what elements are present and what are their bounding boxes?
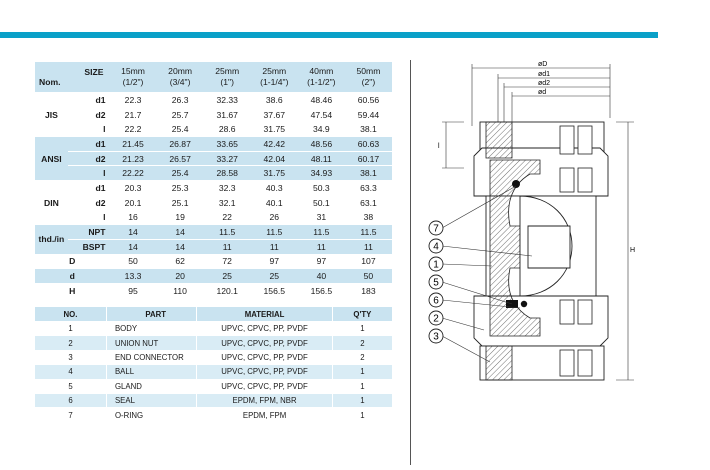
gland-seal: [521, 301, 527, 307]
size-column-header: [345, 62, 392, 93]
spec-value: 34.9: [298, 122, 345, 137]
parts-cell: BALL: [106, 365, 196, 379]
spec-value: 34.93: [298, 166, 345, 181]
spec-value: 40.3: [251, 181, 298, 196]
spec-row: [35, 107, 392, 122]
parts-cell: 7: [35, 408, 106, 422]
spec-row: [35, 93, 392, 108]
dimension-label: d: [35, 269, 110, 284]
spec-value: 59.44: [345, 107, 392, 122]
size-inch: (1-1/2"): [307, 77, 336, 87]
parts-column-header: NO.: [35, 307, 106, 322]
spec-value: 72: [204, 254, 251, 269]
spec-value: 25: [204, 269, 251, 284]
standard-label: ANSI: [35, 137, 68, 181]
size-mm: 50mm: [356, 66, 381, 76]
size-column-header: [251, 62, 298, 93]
spec-row: [35, 181, 392, 196]
spec-value: 11: [298, 239, 345, 254]
valve-cross-section-drawing: [420, 56, 710, 466]
spec-value: 19: [157, 210, 204, 225]
parts-cell: 1: [332, 322, 392, 336]
spec-value: 31.67: [204, 107, 251, 122]
spec-value: 14: [157, 239, 204, 254]
spec-value: 97: [251, 254, 298, 269]
spec-value: 28.58: [204, 166, 251, 181]
size-mm: 15mm: [121, 66, 145, 76]
spec-value: 38.1: [345, 122, 392, 137]
standard-label: DIN: [35, 181, 68, 225]
parts-column-header: Q'TY: [332, 307, 392, 322]
spec-corner-cell: [35, 62, 110, 93]
dimension-label: d1: [68, 181, 110, 196]
spec-value: 47.54: [298, 107, 345, 122]
spec-value: 26.87: [157, 137, 204, 152]
parts-cell: 1: [332, 393, 392, 407]
spec-value: 42.04: [251, 151, 298, 166]
spec-value: 32.3: [204, 181, 251, 196]
dimension-label: d1: [68, 93, 110, 108]
parts-cell: O-RING: [106, 408, 196, 422]
callout-number: 3: [433, 331, 439, 343]
parts-cell: EPDM, FPM: [197, 408, 332, 422]
spec-value: 22.22: [110, 166, 157, 181]
dim-label-d: ød: [538, 89, 547, 96]
size-mm: 40mm: [309, 66, 334, 76]
dimension-label: NPT: [68, 225, 110, 240]
parts-row: [35, 379, 392, 393]
parts-cell: 2: [332, 336, 392, 350]
size-column-header: [110, 62, 157, 93]
spec-value: 97: [298, 254, 345, 269]
spec-row: [35, 166, 392, 181]
size-inch: (1"): [220, 77, 234, 87]
size-mm: 20mm: [168, 66, 193, 76]
parts-row: [35, 336, 392, 350]
parts-cell: GLAND: [106, 379, 196, 393]
spec-value: 48.46: [298, 93, 345, 108]
spec-value: 40.1: [251, 195, 298, 210]
spec-value: 63.3: [345, 181, 392, 196]
parts-cell: 3: [35, 350, 106, 364]
spec-value: 156.5: [298, 283, 345, 298]
spec-value: 21.45: [110, 137, 157, 152]
spec-row: [35, 239, 392, 254]
spec-value: 22.2: [110, 122, 157, 137]
spec-value: 20.3: [110, 181, 157, 196]
spec-value: 38: [345, 210, 392, 225]
spec-value: 11.5: [345, 225, 392, 240]
spec-value: 48.11: [298, 151, 345, 166]
callout-number: 2: [433, 313, 439, 325]
parts-cell: UPVC, CPVC, PP, PVDF: [197, 350, 332, 364]
spec-row: [35, 283, 392, 298]
spec-value: 25.4: [157, 122, 204, 137]
dimension-table: [35, 62, 392, 299]
callout-number: 7: [433, 223, 439, 235]
callout-number: 4: [433, 241, 439, 253]
spec-value: 25: [251, 269, 298, 284]
size-column-header: [298, 62, 345, 93]
parts-cell: 2: [35, 336, 106, 350]
spec-value: 26.3: [157, 93, 204, 108]
spec-value: 25.1: [157, 195, 204, 210]
size-mm: 25mm: [262, 66, 287, 76]
spec-value: 32.33: [204, 93, 251, 108]
spec-value: 25.3: [157, 181, 204, 196]
dimension-label: d1: [68, 137, 110, 152]
parts-cell: 1: [332, 365, 392, 379]
spec-value: 14: [110, 239, 157, 254]
spec-value: 22.3: [110, 93, 157, 108]
spec-value: 37.67: [251, 107, 298, 122]
spec-value: 22: [204, 210, 251, 225]
parts-cell: BODY: [106, 322, 196, 336]
spec-value: 20: [157, 269, 204, 284]
spec-value: 60.63: [345, 137, 392, 152]
dim-label-d2: ød2: [538, 80, 551, 87]
spec-value: 95: [110, 283, 157, 298]
spec-value: 14: [157, 225, 204, 240]
size-inch: (3/4"): [169, 77, 191, 87]
parts-cell: UPVC, CPVC, PP, PVDF: [197, 379, 332, 393]
dimension-label: d2: [68, 107, 110, 122]
spec-value: 120.1: [204, 283, 251, 298]
spec-value: 50.3: [298, 181, 345, 196]
parts-cell: END CONNECTOR: [106, 350, 196, 364]
parts-cell: 6: [35, 393, 106, 407]
spec-value: 62: [157, 254, 204, 269]
spec-value: 31: [298, 210, 345, 225]
dimension-label: l: [68, 122, 110, 137]
spec-value: 14: [110, 225, 157, 240]
spec-value: 11: [204, 239, 251, 254]
standard-label: JIS: [35, 93, 68, 137]
dimension-label: H: [35, 283, 110, 298]
accent-bar: [0, 32, 658, 38]
nom-label: Nom.: [39, 77, 61, 87]
spec-row: [35, 151, 392, 166]
parts-table: [35, 307, 392, 423]
dimension-label: d2: [68, 151, 110, 166]
parts-column-header: PART: [106, 307, 196, 322]
spec-header-row: [35, 62, 392, 93]
spec-value: 31.75: [251, 166, 298, 181]
callout-number: 6: [433, 295, 439, 307]
spec-value: 16: [110, 210, 157, 225]
parts-cell: UPVC, CPVC, PP, PVDF: [197, 322, 332, 336]
spec-value: 11: [251, 239, 298, 254]
standard-label: thd./in: [35, 225, 68, 254]
spec-value: 26: [251, 210, 298, 225]
spec-value: 107: [345, 254, 392, 269]
parts-row: [35, 322, 392, 336]
spec-value: 110: [157, 283, 204, 298]
spec-value: 13.3: [110, 269, 157, 284]
dim-label-D: øD: [538, 61, 548, 68]
spec-value: 38.1: [345, 166, 392, 181]
parts-cell: 5: [35, 379, 106, 393]
spec-value: 63.1: [345, 195, 392, 210]
spec-value: 28.6: [204, 122, 251, 137]
parts-cell: UPVC, CPVC, PP, PVDF: [197, 365, 332, 379]
spec-value: 11.5: [251, 225, 298, 240]
spec-value: 11.5: [204, 225, 251, 240]
spec-value: 156.5: [251, 283, 298, 298]
spec-value: 60.17: [345, 151, 392, 166]
parts-cell: 1: [332, 379, 392, 393]
parts-cell: EPDM, FPM, NBR: [197, 393, 332, 407]
parts-cell: UPVC, CPVC, PP, PVDF: [197, 336, 332, 350]
spec-value: 38.6: [251, 93, 298, 108]
spec-value: 50: [345, 269, 392, 284]
callout-number: 5: [433, 277, 439, 289]
spec-value: 32.1: [204, 195, 251, 210]
size-label: SIZE: [84, 67, 104, 77]
spec-value: 40: [298, 269, 345, 284]
spec-row: [35, 269, 392, 284]
spec-value: 42.42: [251, 137, 298, 152]
parts-row: [35, 408, 392, 422]
spec-value: 25.7: [157, 107, 204, 122]
dim-label-d1: ød1: [538, 71, 551, 78]
parts-cell: 2: [332, 350, 392, 364]
spec-value: 21.7: [110, 107, 157, 122]
dim-label-l: l: [438, 143, 440, 150]
spec-value: 11.5: [298, 225, 345, 240]
parts-cell: 1: [35, 322, 106, 336]
dimension-label: l: [68, 210, 110, 225]
spec-value: 50: [110, 254, 157, 269]
dimension-label: d2: [68, 195, 110, 210]
parts-cell: UNION NUT: [106, 336, 196, 350]
callout-number: 1: [433, 259, 439, 271]
parts-row: [35, 393, 392, 407]
parts-cell: SEAL: [106, 393, 196, 407]
size-inch: (1/2"): [122, 77, 144, 87]
dimension-label: D: [35, 254, 110, 269]
spec-value: 11: [345, 239, 392, 254]
size-inch: (2"): [361, 77, 376, 87]
spec-row: [35, 195, 392, 210]
spec-value: 50.1: [298, 195, 345, 210]
o-ring: [512, 180, 520, 188]
callout-group: [429, 221, 443, 343]
spec-value: 48.56: [298, 137, 345, 152]
spec-row: [35, 225, 392, 240]
spec-row: [35, 254, 392, 269]
spec-value: 25.4: [157, 166, 204, 181]
dimension-label: BSPT: [68, 239, 110, 254]
parts-column-header: MATERIAL: [197, 307, 332, 322]
parts-cell: 1: [332, 408, 392, 422]
spec-value: 26.57: [157, 151, 204, 166]
spec-value: 31.75: [251, 122, 298, 137]
size-inch: (1-1/4"): [260, 77, 289, 87]
spec-value: 33.65: [204, 137, 251, 152]
size-column-header: [204, 62, 251, 93]
parts-cell: 4: [35, 365, 106, 379]
spec-value: 21.23: [110, 151, 157, 166]
spec-row: [35, 122, 392, 137]
parts-row: [35, 350, 392, 364]
spec-row: [35, 210, 392, 225]
parts-header-row: [35, 307, 392, 322]
dimension-label: l: [68, 166, 110, 181]
vertical-divider: [410, 60, 411, 465]
size-column-header: [157, 62, 204, 93]
spec-value: 60.56: [345, 93, 392, 108]
spec-value: 183: [345, 283, 392, 298]
size-mm: 25mm: [215, 66, 240, 76]
spec-value: 33.27: [204, 151, 251, 166]
spec-value: 20.1: [110, 195, 157, 210]
spec-row: [35, 137, 392, 152]
dim-label-H: H: [630, 247, 636, 254]
parts-row: [35, 365, 392, 379]
